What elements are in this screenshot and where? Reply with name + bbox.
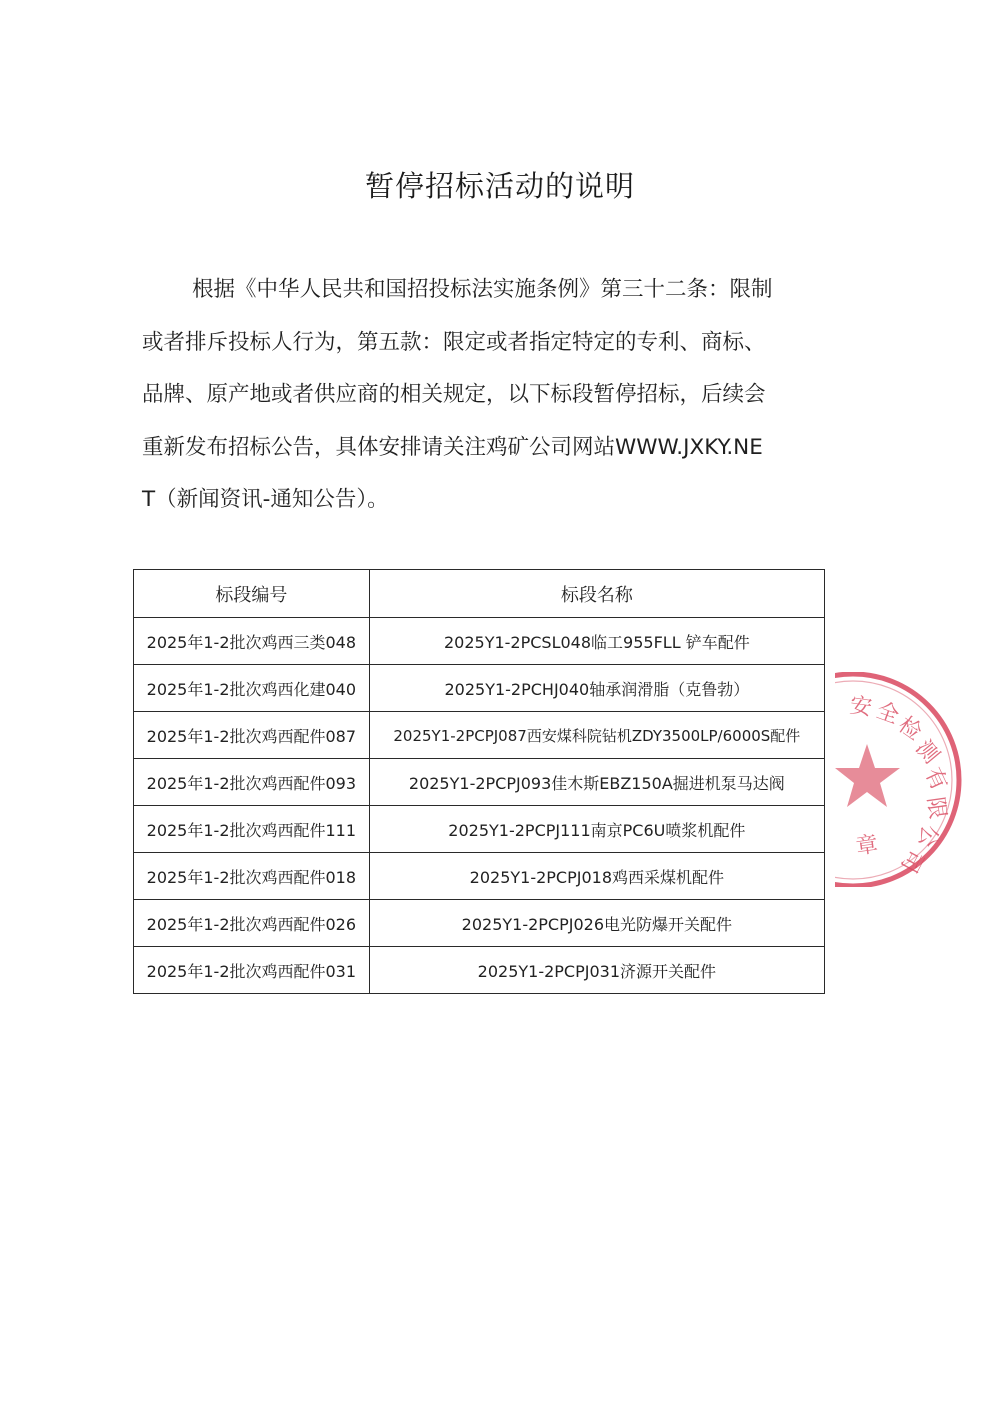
svg-text:安: 安 [848, 693, 874, 722]
lot-name-cell: 2025Y1-2PCPJ111南京PC6U喷浆机配件 [369, 806, 824, 853]
lot-number-cell: 2025年1-2批次鸡西三类048 [134, 618, 370, 665]
svg-text:测: 测 [910, 735, 944, 769]
lot-number-cell: 2025年1-2批次鸡西配件026 [134, 900, 370, 947]
lot-number-cell: 2025年1-2批次鸡西配件093 [134, 759, 370, 806]
paragraph-line: 重新发布招标公告，具体安排请关注鸡矿公司网站WWW.JXKY.NE [142, 435, 763, 460]
table-row [134, 806, 825, 853]
svg-text:检: 检 [893, 712, 926, 746]
paragraph-line: 或者排斥投标人行为，第五款：限定或者指定特定的专利、商标、 [142, 330, 766, 355]
paragraph-line: 根据《中华人民共和国招投标法实施条例》第三十二条：限制 [192, 277, 773, 302]
page-title: 暂停招标活动的说明 [364, 169, 635, 203]
paragraph-line: T（新闻资讯-通知公告）。 [142, 487, 389, 512]
company-seal [835, 672, 965, 887]
lot-name-cell: 2025Y1-2PCPJ093佳木斯EBZ150A掘进机泵马达阀 [369, 759, 824, 806]
lot-name-cell: 2025Y1-2PCHJ040轴承润滑脂（克鲁勃） [369, 665, 824, 712]
paragraph-line: 品牌、原产地或者供应商的相关规定，以下标段暂停招标，后续会 [142, 382, 766, 407]
lot-number-cell: 2025年1-2批次鸡西配件018 [134, 853, 370, 900]
table-row [134, 665, 825, 712]
lot-name-cell: 2025Y1-2PCSL048临工955FLL 铲车配件 [369, 618, 824, 665]
lot-number-cell: 2025年1-2批次鸡西化建040 [134, 665, 370, 712]
table-row [134, 947, 825, 994]
lot-number-cell: 2025年1-2批次鸡西配件087 [134, 712, 370, 759]
table-row [134, 900, 825, 947]
header-lot-number: 标段编号 [134, 570, 370, 618]
lot-name-cell: 2025Y1-2PCPJ018鸡西采煤机配件 [369, 853, 824, 900]
lot-number-cell: 2025年1-2批次鸡西配件111 [134, 806, 370, 853]
svg-text:限: 限 [922, 795, 950, 821]
svg-text:有: 有 [919, 763, 952, 795]
suspended-lots-table [133, 569, 825, 994]
lot-name-cell: 2025Y1-2PCPJ087西安煤科院钻机ZDY3500LP/6000S配件 [369, 712, 824, 759]
svg-text:公: 公 [913, 822, 942, 849]
table-header-row [134, 570, 825, 618]
header-lot-name: 标段名称 [369, 570, 824, 618]
table-row [134, 759, 825, 806]
svg-text:章: 章 [854, 832, 880, 860]
table-row [134, 853, 825, 900]
lot-number-cell: 2025年1-2批次鸡西配件031 [134, 947, 370, 994]
table-row [134, 618, 825, 665]
table-row [134, 712, 825, 759]
svg-text:司: 司 [895, 845, 928, 877]
svg-text:全: 全 [872, 698, 903, 730]
lot-name-cell: 2025Y1-2PCPJ031济源开关配件 [369, 947, 824, 994]
lot-name-cell: 2025Y1-2PCPJ026电光防爆开关配件 [369, 900, 824, 947]
star-icon [835, 744, 900, 807]
seal-graphic [835, 672, 965, 887]
